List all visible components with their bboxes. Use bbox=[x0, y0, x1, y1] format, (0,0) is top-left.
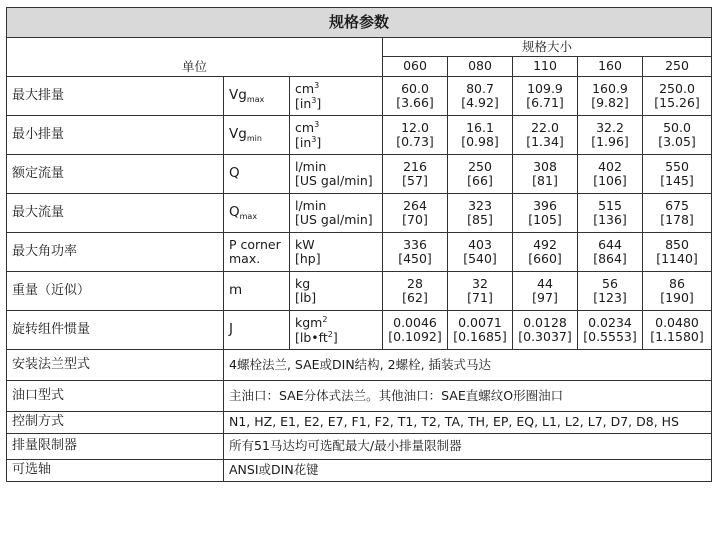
cell-value: 50.0 [3.05] bbox=[643, 116, 712, 155]
cell-value: 250.0 [15.26] bbox=[643, 77, 712, 116]
unit-header-label: 单位 bbox=[181, 58, 207, 74]
size-col-080: 080 bbox=[448, 57, 513, 77]
cell-value: 850 [1140] bbox=[643, 233, 712, 272]
table-row bbox=[7, 116, 712, 155]
cell-value: 550 [145] bbox=[643, 155, 712, 194]
row-unit: $cm^3$ $[in^3]$ bbox=[290, 77, 383, 116]
cell-value: 16.1 [0.98] bbox=[448, 116, 513, 155]
row-name: 额定流量 bbox=[7, 155, 224, 194]
row-symbol: Q bbox=[224, 155, 290, 194]
table-row bbox=[7, 460, 712, 482]
row-symbol: J bbox=[224, 311, 290, 350]
row-name: 可选轴 bbox=[7, 460, 224, 482]
size-col-110: 110 bbox=[513, 57, 578, 77]
row-name: 最大流量 bbox=[7, 194, 224, 233]
cell-value: 60.0 [3.66] bbox=[383, 77, 448, 116]
cell-value: 0.0046 [0.1092] bbox=[383, 311, 448, 350]
table-row bbox=[7, 155, 712, 194]
cell-value: 44 [97] bbox=[513, 272, 578, 311]
row-unit: l/min [US gal/min] bbox=[290, 194, 383, 233]
cell-value: 32.2 [1.96] bbox=[578, 116, 643, 155]
table-row bbox=[7, 272, 712, 311]
row-symbol: $Vg_{min}$ bbox=[224, 116, 290, 155]
row-name: 安装法兰型式 bbox=[7, 350, 224, 381]
table-row bbox=[7, 233, 712, 272]
row-unit: kW [hp] bbox=[290, 233, 383, 272]
row-value: 所有51马达均可选配最大/最小排量限制器 bbox=[224, 434, 712, 460]
row-value: ANSI或DIN花键 bbox=[224, 460, 712, 482]
cell-value: 264 [70] bbox=[383, 194, 448, 233]
cell-value: 28 [62] bbox=[383, 272, 448, 311]
cell-value: 0.0128 [0.3037] bbox=[513, 311, 578, 350]
cell-value: 675 [178] bbox=[643, 194, 712, 233]
row-symbol: $Vg_{max}$ bbox=[224, 77, 290, 116]
cell-value: 109.9 [6.71] bbox=[513, 77, 578, 116]
table-title: 规格参数 bbox=[7, 8, 712, 38]
size-col-160: 160 bbox=[578, 57, 643, 77]
table-row bbox=[7, 412, 712, 434]
row-name: 油口型式 bbox=[7, 381, 224, 412]
row-value: 4螺栓法兰, SAE或DIN结构, 2螺栓, 插装式马达 bbox=[224, 350, 712, 381]
cell-value: 308 [81] bbox=[513, 155, 578, 194]
table-row bbox=[7, 77, 712, 116]
row-unit: l/min [US gal/min] bbox=[290, 155, 383, 194]
spec-table bbox=[6, 7, 712, 482]
cell-value: 86 [190] bbox=[643, 272, 712, 311]
cell-value: 32 [71] bbox=[448, 272, 513, 311]
cell-value: 12.0 [0.73] bbox=[383, 116, 448, 155]
row-symbol: P corner max. bbox=[224, 233, 290, 272]
row-name: 重量（近似） bbox=[7, 272, 224, 311]
table-row bbox=[7, 194, 712, 233]
table-row bbox=[7, 381, 712, 412]
cell-value: 0.0071 [0.1685] bbox=[448, 311, 513, 350]
row-name: 最小排量 bbox=[7, 116, 224, 155]
table-row bbox=[7, 350, 712, 381]
cell-value: 396 [105] bbox=[513, 194, 578, 233]
unit-header bbox=[7, 38, 383, 77]
cell-value: 644 [864] bbox=[578, 233, 643, 272]
row-name: 排量限制器 bbox=[7, 434, 224, 460]
cell-value: 56 [123] bbox=[578, 272, 643, 311]
row-name: 控制方式 bbox=[7, 412, 224, 434]
cell-value: 0.0480 [1.1580] bbox=[643, 311, 712, 350]
cell-value: 323 [85] bbox=[448, 194, 513, 233]
size-col-250: 250 bbox=[643, 57, 712, 77]
row-unit: $cm^3$ $[in^3]$ bbox=[290, 116, 383, 155]
row-value: 主油口：SAE分体式法兰。其他油口：SAE直螺纹O形圈油口 bbox=[224, 381, 712, 412]
cell-value: 80.7 [4.92] bbox=[448, 77, 513, 116]
cell-value: 160.9 [9.82] bbox=[578, 77, 643, 116]
cell-value: 22.0 [1.34] bbox=[513, 116, 578, 155]
cell-value: 336 [450] bbox=[383, 233, 448, 272]
cell-value: 216 [57] bbox=[383, 155, 448, 194]
row-unit: kg [lb] bbox=[290, 272, 383, 311]
table-row bbox=[7, 434, 712, 460]
row-name: 最大角功率 bbox=[7, 233, 224, 272]
row-symbol: $Q_{max}$ bbox=[224, 194, 290, 233]
cell-value: 403 [540] bbox=[448, 233, 513, 272]
row-name: 最大排量 bbox=[7, 77, 224, 116]
row-symbol: m bbox=[224, 272, 290, 311]
cell-value: 515 [136] bbox=[578, 194, 643, 233]
cell-value: 492 [660] bbox=[513, 233, 578, 272]
size-col-060: 060 bbox=[383, 57, 448, 77]
cell-value: 250 [66] bbox=[448, 155, 513, 194]
row-name: 旋转组件惯量 bbox=[7, 311, 224, 350]
row-value: N1, HZ, E1, E2, E7, F1, F2, T1, T2, TA, TH, EP, EQ, L1, L2, L7, D7, D8, HS bbox=[224, 412, 712, 434]
table-row bbox=[7, 311, 712, 350]
row-unit: kgm$^2$ $[lb•ft^2]$ bbox=[290, 311, 383, 350]
cell-value: 402 [106] bbox=[578, 155, 643, 194]
cell-value: 0.0234 [0.5553] bbox=[578, 311, 643, 350]
sizes-header: 规格大小 bbox=[383, 38, 712, 57]
